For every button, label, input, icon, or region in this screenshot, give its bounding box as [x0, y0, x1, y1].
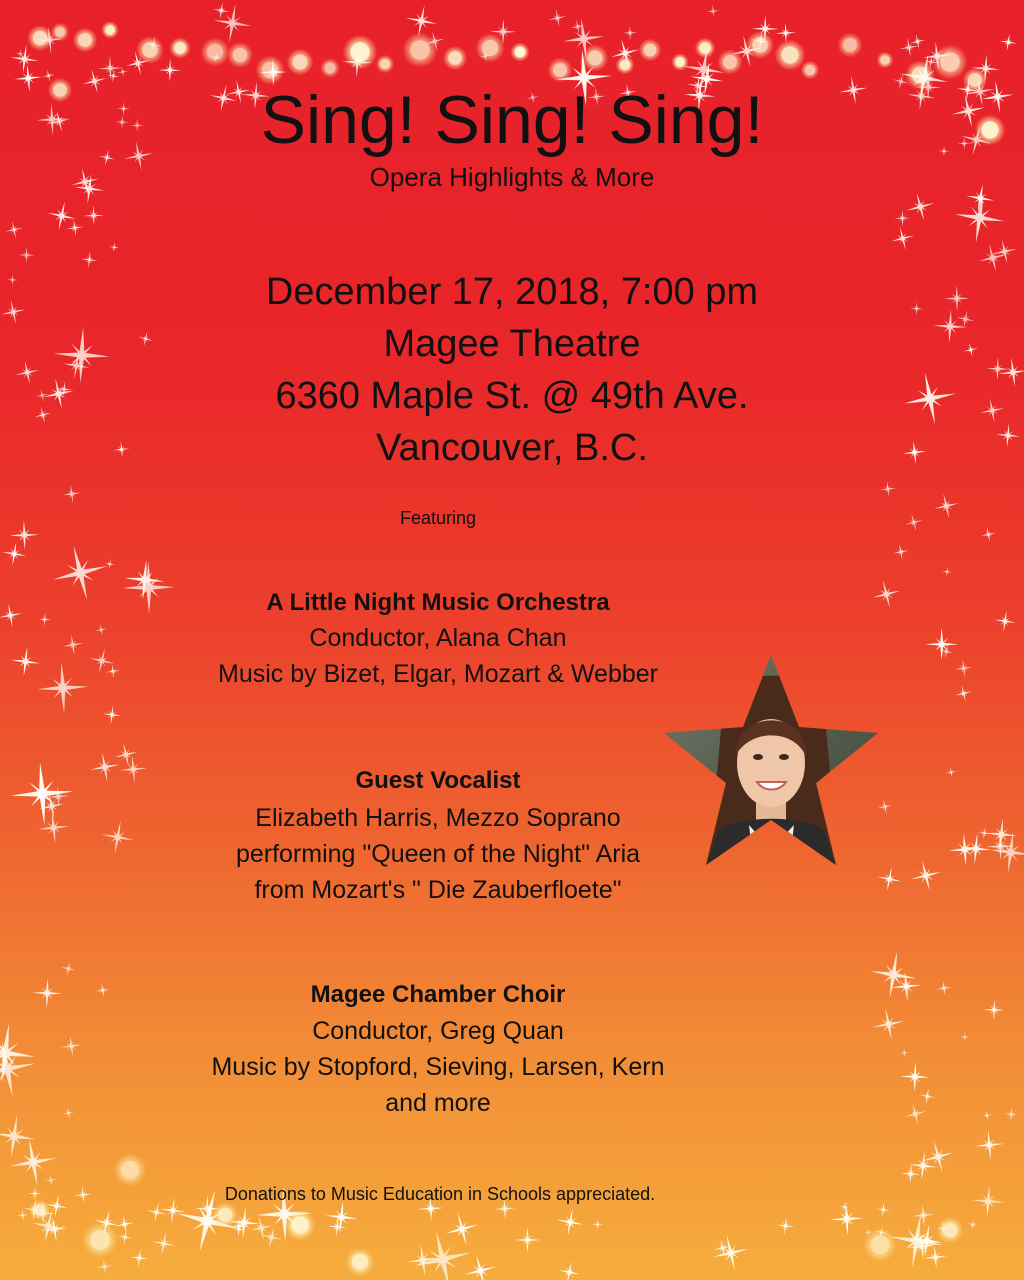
sparkle-star — [623, 26, 637, 40]
sparkle-star — [900, 1163, 921, 1184]
sparkle-star — [902, 1101, 928, 1127]
glow-dot — [863, 1228, 897, 1262]
guest-vocalist-performance: performing "Queen of the Night" Aria — [235, 840, 641, 868]
sparkle-star — [129, 1248, 149, 1268]
sparkle-star — [18, 247, 35, 264]
sparkle-star — [557, 1260, 582, 1280]
glow-dot — [101, 21, 119, 39]
sparkle-star — [95, 1258, 113, 1276]
glow-dot — [937, 1217, 964, 1244]
glow-dot — [402, 32, 437, 67]
glow-dot — [838, 33, 863, 58]
sparkle-star — [899, 1047, 910, 1058]
choir-music: Music by Stopford, Sieving, Larsen, Kern — [211, 1053, 665, 1081]
sparkle-star — [3, 219, 24, 240]
glow-dot — [376, 55, 394, 73]
sparkle-star — [907, 857, 945, 895]
sparkle-star — [83, 205, 104, 226]
glow-dot — [616, 56, 635, 75]
choir-conductor: Conductor, Greg Quan — [312, 1017, 564, 1045]
glow-dot — [345, 1247, 374, 1276]
glow-dot — [343, 35, 378, 70]
event-venue: Magee Theatre — [383, 323, 641, 365]
sparkle-star — [60, 960, 78, 978]
vocalist-star-photo — [664, 655, 878, 867]
sparkle-star — [935, 979, 953, 997]
glow-dot — [877, 52, 894, 69]
sparkle-star — [65, 218, 85, 238]
sparkle-star — [116, 1229, 133, 1246]
sparkle-star — [892, 543, 911, 562]
glow-dot — [320, 58, 340, 78]
sparkle-star — [971, 1184, 1005, 1218]
glow-dot — [51, 23, 69, 41]
sparkle-star — [108, 241, 120, 253]
glow-dot — [639, 39, 662, 62]
sparkle-star — [407, 1224, 477, 1280]
sparkle-star — [944, 765, 958, 779]
sparkle-star — [931, 491, 961, 521]
sparkle-star — [900, 1061, 931, 1092]
choir-name: Magee Chamber Choir — [310, 981, 566, 1008]
sparkle-star — [441, 1208, 482, 1249]
sparkle-star — [515, 1227, 541, 1253]
featuring-label: Featuring — [399, 508, 477, 528]
poster-subtitle: Opera Highlights & More — [369, 162, 655, 192]
orchestra-conductor: Conductor, Alana Chan — [309, 624, 567, 652]
glow-dot — [169, 37, 191, 59]
glow-dot — [774, 39, 805, 70]
sparkle-star — [925, 628, 958, 661]
glow-dot — [73, 28, 98, 53]
sparkle-star — [981, 1109, 993, 1121]
sparkle-star — [104, 558, 116, 570]
sparkle-star — [61, 483, 82, 504]
guest-vocalist-source: from Mozart's " Die Zauberfloete" — [254, 876, 622, 904]
guest-vocalist-name: Elizabeth Harris, Mezzo Soprano — [255, 804, 621, 832]
poster-title: Sing! Sing! Sing! — [260, 82, 764, 158]
sparkle-star — [706, 4, 720, 18]
glow-dot — [227, 42, 253, 68]
glow-dot — [475, 33, 504, 62]
sparkle-star — [959, 1031, 970, 1042]
sparkle-star — [980, 526, 998, 544]
sparkle-star — [709, 1231, 752, 1274]
sparkle-star — [591, 1218, 603, 1230]
sparkle-star — [16, 1208, 30, 1222]
glow-dot — [443, 46, 467, 70]
sparkle-star — [879, 480, 897, 498]
guest-vocalist-heading: Guest Vocalist — [355, 767, 521, 794]
sparkle-star — [1, 540, 28, 567]
sparkle-star — [908, 32, 926, 50]
glow-dot — [801, 61, 820, 80]
sparkle-star — [159, 59, 182, 82]
sparkle-star — [903, 189, 939, 225]
sparkle-star — [101, 704, 123, 726]
sparkle-star — [907, 1150, 938, 1181]
sparkle-star — [993, 609, 1017, 633]
sparkle-star — [876, 798, 894, 816]
sparkle-star — [875, 865, 904, 894]
sparkle-star — [114, 1213, 136, 1235]
sparkle-star — [547, 7, 568, 28]
event-date: December 17, 2018, 7:00 pm — [265, 271, 759, 313]
sparkle-star — [973, 1129, 1005, 1161]
event-address: 6360 Maple St. @ 49th Ave. — [275, 375, 749, 417]
glow-dot — [671, 53, 689, 71]
sparkle-star — [918, 1087, 937, 1106]
sparkle-star — [111, 740, 140, 769]
glow-dot — [255, 55, 284, 84]
glow-dot — [510, 42, 529, 61]
sparkle-star — [888, 224, 917, 253]
glow-dot — [286, 48, 313, 75]
orchestra-music: Music by Bizet, Elgar, Mozart & Webber — [218, 660, 658, 688]
glow-dot — [113, 1153, 146, 1186]
sparkle-star — [894, 210, 911, 227]
sparkle-star — [98, 56, 123, 81]
sparkle-star — [988, 829, 1024, 875]
sparkle-star — [775, 1216, 796, 1237]
sparkle-star — [953, 683, 973, 703]
glow-dot — [695, 38, 716, 59]
sparkle-star — [953, 658, 974, 679]
sparkle-star — [461, 1251, 500, 1280]
sparkle-star — [966, 1218, 980, 1232]
choir-more: and more — [385, 1089, 491, 1117]
sparkle-star — [150, 1230, 177, 1257]
sparkle-star — [1004, 1107, 1019, 1122]
sparkle-star — [983, 999, 1005, 1021]
event-city: Vancouver, B.C. — [376, 427, 648, 469]
glow-dot — [136, 36, 164, 64]
sparkle-star — [912, 1204, 935, 1227]
sparkle-star — [327, 1216, 348, 1237]
glow-dot — [82, 1222, 118, 1258]
sparkle-star — [941, 566, 953, 578]
donations-note: Donations to Music Education in Schools appreciated. — [224, 1184, 656, 1204]
orchestra-name: A Little Night Music Orchestra — [266, 589, 610, 616]
sparkle-star — [829, 1201, 865, 1237]
sparkle-star — [554, 1206, 586, 1238]
sparkle-star — [998, 32, 1018, 52]
sparkle-star — [903, 511, 925, 533]
glow-dot — [284, 1209, 315, 1240]
glow-dot — [212, 1202, 238, 1228]
